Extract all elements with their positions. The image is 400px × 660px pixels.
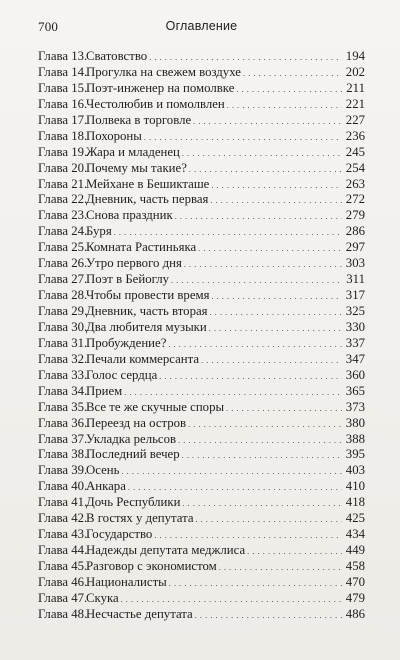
toc-entry bbox=[38, 607, 365, 623]
toc-entry bbox=[38, 81, 365, 97]
page-header bbox=[38, 19, 365, 39]
dot-leader bbox=[241, 65, 342, 80]
chapter-page-number: 254 bbox=[345, 160, 365, 175]
toc-entry bbox=[38, 384, 365, 400]
dot-leader bbox=[142, 129, 342, 144]
chapter-title: Похороны bbox=[86, 128, 142, 143]
chapter-label: Глава 30. bbox=[38, 319, 88, 334]
dot-leader bbox=[209, 288, 342, 303]
dot-leader bbox=[180, 447, 342, 462]
chapter-page-number: 410 bbox=[345, 479, 365, 494]
chapter-label: Глава 23. bbox=[38, 208, 88, 223]
toc-entry bbox=[38, 192, 365, 208]
chapter-title: Два любителя музыки bbox=[86, 319, 207, 334]
chapter-page-number: 347 bbox=[345, 351, 365, 366]
chapter-page-number: 337 bbox=[345, 335, 365, 350]
dot-leader bbox=[217, 559, 342, 574]
dot-leader bbox=[173, 208, 342, 223]
dot-leader bbox=[245, 543, 342, 558]
chapter-title: Несчастье депутата bbox=[86, 606, 193, 621]
chapter-title: Комната Растиньяка bbox=[86, 240, 197, 255]
chapter-label: Глава 26. bbox=[38, 256, 88, 271]
chapter-page-number: 479 bbox=[345, 590, 365, 605]
chapter-label: Глава 41. bbox=[38, 495, 88, 510]
toc-entry bbox=[38, 272, 365, 288]
toc-entry bbox=[38, 129, 365, 145]
dot-leader bbox=[234, 81, 342, 96]
chapter-title: Националисты bbox=[86, 574, 167, 589]
chapter-page-number: 286 bbox=[345, 224, 365, 239]
dot-leader bbox=[224, 400, 342, 415]
chapter-label: Глава 19. bbox=[38, 144, 88, 159]
chapter-label: Глава 33. bbox=[38, 367, 88, 382]
toc-entry bbox=[38, 224, 365, 240]
chapter-title: Скука bbox=[86, 590, 119, 605]
chapter-page-number: 449 bbox=[345, 543, 365, 558]
toc-entry bbox=[38, 416, 365, 432]
chapter-page-number: 380 bbox=[345, 415, 365, 430]
chapter-title: Все те же скучные споры bbox=[86, 399, 225, 414]
chapter-label: Глава 25. bbox=[38, 240, 88, 255]
chapter-label: Глава 36. bbox=[38, 415, 88, 430]
chapter-page-number: 365 bbox=[345, 383, 365, 398]
chapter-page-number: 221 bbox=[345, 96, 365, 111]
chapter-title: Анкара bbox=[86, 479, 126, 494]
chapter-label: Глава 46. bbox=[38, 574, 88, 589]
dot-leader bbox=[166, 336, 342, 351]
dot-leader bbox=[208, 304, 342, 319]
chapter-page-number: 470 bbox=[345, 574, 365, 589]
chapter-title: Честолюбив и помолвлен bbox=[86, 96, 225, 111]
chapter-title: Прогулка на свежем воздухе bbox=[86, 64, 241, 79]
chapter-page-number: 434 bbox=[345, 527, 365, 542]
running-title: Оглавление bbox=[165, 19, 238, 33]
chapter-label: Глава 15. bbox=[38, 80, 88, 95]
chapter-label: Глава 38. bbox=[38, 447, 88, 462]
chapter-title: Почему мы такие? bbox=[86, 160, 187, 175]
chapter-title: Утро первого дня bbox=[86, 256, 182, 271]
toc-entry bbox=[38, 559, 365, 575]
toc-entry bbox=[38, 256, 365, 272]
chapter-label: Глава 17. bbox=[38, 112, 88, 127]
dot-leader bbox=[208, 192, 342, 207]
chapter-page-number: 425 bbox=[345, 511, 365, 526]
toc-entry bbox=[38, 240, 365, 256]
chapter-label: Глава 47. bbox=[38, 590, 88, 605]
chapter-title: Жара и младенец bbox=[86, 144, 180, 159]
chapter-title: Голос сердца bbox=[86, 367, 158, 382]
chapter-label: Глава 18. bbox=[38, 128, 88, 143]
dot-leader bbox=[119, 591, 342, 606]
chapter-title: Прием bbox=[86, 383, 123, 398]
chapter-label: Глава 48. bbox=[38, 606, 88, 621]
chapter-label: Глава 16. bbox=[38, 96, 88, 111]
chapter-label: Глава 34. bbox=[38, 383, 88, 398]
toc-entry bbox=[38, 145, 365, 161]
dot-leader bbox=[225, 97, 342, 112]
chapter-page-number: 360 bbox=[345, 367, 365, 382]
dot-leader bbox=[209, 177, 342, 192]
dot-leader bbox=[191, 113, 342, 128]
toc-entry bbox=[38, 304, 365, 320]
toc-entry bbox=[38, 511, 365, 527]
chapter-title: Полвека в торговле bbox=[86, 112, 192, 127]
chapter-title: Дневник, часть первая bbox=[86, 192, 209, 207]
chapter-label: Глава 22. bbox=[38, 192, 88, 207]
toc-entry bbox=[38, 288, 365, 304]
toc-entry bbox=[38, 208, 365, 224]
toc-entry bbox=[38, 352, 365, 368]
chapter-title: В гостях у депутата bbox=[86, 511, 194, 526]
toc-entry bbox=[38, 575, 365, 591]
chapter-label: Глава 42. bbox=[38, 511, 88, 526]
chapter-page-number: 330 bbox=[345, 319, 365, 334]
chapter-label: Глава 45. bbox=[38, 559, 88, 573]
chapter-title: Переезд на остров bbox=[86, 415, 187, 430]
chapter-title: Пробуждение? bbox=[86, 335, 167, 350]
dot-leader bbox=[119, 463, 342, 478]
chapter-label: Глава 27. bbox=[38, 272, 88, 287]
chapter-page-number: 245 bbox=[345, 144, 365, 159]
dot-leader bbox=[169, 272, 342, 287]
chapter-page-number: 458 bbox=[345, 559, 365, 573]
chapter-page-number: 317 bbox=[345, 288, 365, 303]
dot-leader bbox=[126, 479, 342, 494]
chapter-page-number: 373 bbox=[345, 399, 365, 414]
chapter-title: Последний вечер bbox=[86, 447, 180, 462]
toc-entry bbox=[38, 479, 365, 495]
chapter-label: Глава 13. bbox=[38, 49, 88, 63]
chapter-label: Глава 43. bbox=[38, 527, 88, 542]
dot-leader bbox=[207, 320, 342, 335]
chapter-label: Глава 39. bbox=[38, 463, 88, 478]
dot-leader bbox=[180, 495, 342, 510]
chapter-page-number: 403 bbox=[345, 463, 365, 478]
table-of-contents bbox=[38, 49, 365, 623]
dot-leader bbox=[193, 607, 342, 622]
chapter-title: Дневник, часть вторая bbox=[86, 304, 208, 318]
dot-leader bbox=[167, 575, 342, 590]
toc-entry bbox=[38, 432, 365, 448]
toc-entry bbox=[38, 65, 365, 81]
toc-entry bbox=[38, 591, 365, 607]
chapter-page-number: 202 bbox=[345, 64, 365, 79]
toc-entry bbox=[38, 543, 365, 559]
chapter-title: Мейхане в Бешикташе bbox=[86, 176, 210, 191]
chapter-title: Надежды депутата меджлиса bbox=[86, 543, 246, 558]
toc-entry bbox=[38, 463, 365, 479]
chapter-page-number: 303 bbox=[345, 256, 365, 271]
chapter-page-number: 486 bbox=[345, 606, 365, 621]
chapter-page-number: 311 bbox=[346, 272, 365, 287]
toc-entry bbox=[38, 495, 365, 511]
chapter-title: Сватовство bbox=[86, 49, 148, 63]
chapter-label: Глава 44. bbox=[38, 543, 88, 558]
chapter-title: Разговор с экономистом bbox=[86, 559, 217, 573]
chapter-label: Глава 35. bbox=[38, 399, 88, 414]
chapter-page-number: 297 bbox=[345, 240, 365, 255]
chapter-title: Буря bbox=[86, 224, 112, 239]
chapter-label: Глава 40. bbox=[38, 479, 88, 494]
toc-entry bbox=[38, 368, 365, 384]
chapter-page-number: 388 bbox=[345, 431, 365, 446]
chapter-page-number: 194 bbox=[345, 49, 365, 63]
dot-leader bbox=[186, 416, 342, 431]
toc-entry bbox=[38, 527, 365, 543]
toc-entry bbox=[38, 97, 365, 113]
dot-leader bbox=[194, 511, 342, 526]
dot-leader bbox=[187, 161, 342, 176]
dot-leader bbox=[182, 256, 342, 271]
toc-entry bbox=[38, 49, 365, 65]
chapter-label: Глава 31. bbox=[38, 335, 88, 350]
chapter-label: Глава 29. bbox=[38, 304, 88, 318]
chapter-title: Дочь Республики bbox=[86, 495, 181, 510]
chapter-page-number: 279 bbox=[345, 208, 365, 223]
chapter-page-number: 418 bbox=[345, 495, 365, 510]
chapter-page-number: 263 bbox=[345, 176, 365, 191]
chapter-page-number: 272 bbox=[345, 192, 365, 207]
toc-entry bbox=[38, 320, 365, 336]
chapter-title: Чтобы провести время bbox=[86, 288, 210, 303]
dot-leader bbox=[199, 352, 342, 367]
chapter-page-number: 211 bbox=[346, 80, 365, 95]
toc-entry bbox=[38, 336, 365, 352]
chapter-page-number: 227 bbox=[345, 112, 365, 127]
chapter-label: Глава 37. bbox=[38, 431, 88, 446]
chapter-title: Снова праздник bbox=[86, 208, 173, 223]
chapter-title: Поэт-инженер на помолвке bbox=[86, 80, 235, 95]
chapter-title: Печали коммерсанта bbox=[86, 351, 200, 366]
chapter-label: Глава 20. bbox=[38, 160, 88, 175]
dot-leader bbox=[176, 432, 342, 447]
dot-leader bbox=[122, 384, 342, 399]
chapter-title: Укладка рельсов bbox=[86, 431, 177, 446]
chapter-title: Осень bbox=[86, 463, 120, 478]
dot-leader bbox=[157, 368, 342, 383]
dot-leader bbox=[147, 49, 342, 64]
chapter-label: Глава 28. bbox=[38, 288, 88, 303]
chapter-page-number: 395 bbox=[345, 447, 365, 462]
chapter-label: Глава 21. bbox=[38, 176, 88, 191]
chapter-title: Государство bbox=[86, 527, 153, 542]
chapter-title: Поэт в Бейоглу bbox=[86, 272, 169, 287]
dot-leader bbox=[112, 224, 342, 239]
chapter-label: Глава 24. bbox=[38, 224, 88, 239]
chapter-page-number: 236 bbox=[345, 128, 365, 143]
toc-entry bbox=[38, 161, 365, 177]
toc-entry bbox=[38, 177, 365, 193]
toc-entry bbox=[38, 447, 365, 463]
chapter-label: Глава 32. bbox=[38, 351, 88, 366]
chapter-page-number: 325 bbox=[345, 304, 365, 318]
toc-entry bbox=[38, 400, 365, 416]
page-number: 700 bbox=[38, 19, 59, 34]
dot-leader bbox=[196, 240, 342, 255]
toc-entry bbox=[38, 113, 365, 129]
dot-leader bbox=[180, 145, 342, 160]
chapter-label: Глава 14. bbox=[38, 64, 88, 79]
dot-leader bbox=[152, 527, 342, 542]
